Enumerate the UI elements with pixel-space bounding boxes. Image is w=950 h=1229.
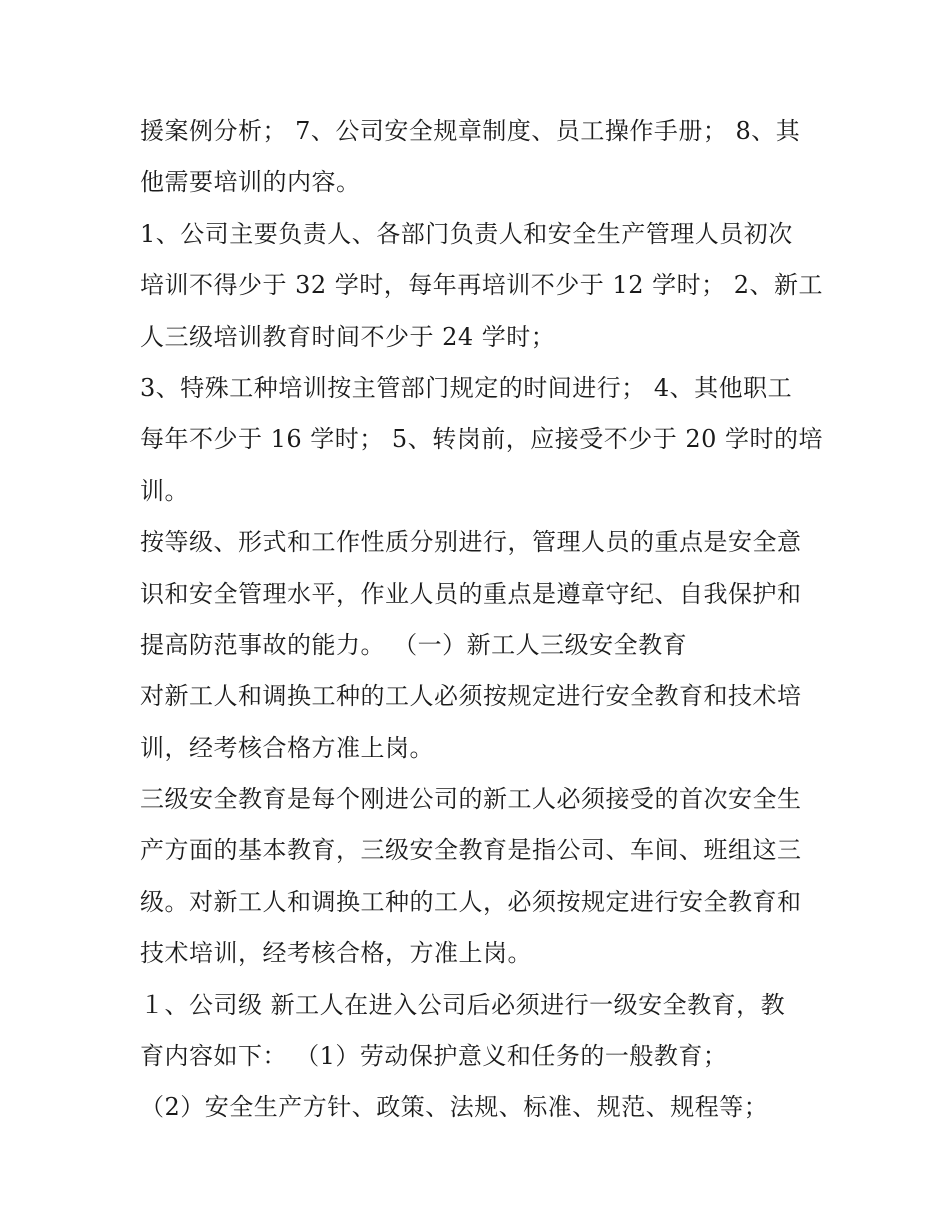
text-line: 训，经考核合格方准上岗。 — [140, 733, 434, 762]
document-body — [140, 106, 823, 1134]
text-line: 提高防范事故的能力。 （一）新工人三级安全教育 — [140, 630, 688, 659]
text-line: 人三级培训教育时间不少于 24 学时； — [140, 322, 556, 351]
text-line: 1、公司主要负责人、各部门负责人和安全生产管理人员初次 — [140, 219, 793, 248]
text-line: 按等级、形式和工作性质分别进行，管理人员的重点是安全意 — [140, 528, 802, 557]
text-line: 产方面的基本教育，三级安全教育是指公司、车间、班组这三 — [140, 836, 802, 865]
text-line: 技术培训，经考核合格，方准上岗。 — [140, 939, 532, 968]
text-line: 识和安全管理水平，作业人员的重点是遵章守纪、自我保护和 — [140, 579, 802, 608]
text-line: 每年不少于 16 学时； 5、转岗前，应接受不少于 20 学时的培 — [140, 425, 823, 454]
text-line: 训。 — [140, 476, 189, 505]
text-line: 3、特殊工种培训按主管部门规定的时间进行； 4、其他职工 — [140, 373, 793, 402]
text-line: 援案例分析； 7、公司安全规章制度、员工操作手册； 8、其 — [140, 117, 801, 145]
text-line: １、公司级 新工人在进入公司后必须进行一级安全教育，教 — [140, 990, 786, 1019]
text-line: （2）安全生产方针、政策、法规、标准、规范、规程等； — [140, 1093, 769, 1122]
text-line: 三级安全教育是每个刚进公司的新工人必须接受的首次安全生 — [140, 785, 802, 814]
text-line: 培训不得少于 32 学时，每年再培训不少于 12 学时； 2、新工 — [140, 271, 823, 300]
text-line: 对新工人和调换工种的工人必须按规定进行安全教育和技术培 — [140, 682, 802, 711]
text-line: 他需要培训的内容。 — [140, 168, 361, 197]
text-line: 育内容如下： （1）劳动保护意义和任务的一般教育； — [140, 1042, 728, 1071]
text-line: 级。对新工人和调换工种的工人，必须按规定进行安全教育和 — [140, 887, 802, 916]
